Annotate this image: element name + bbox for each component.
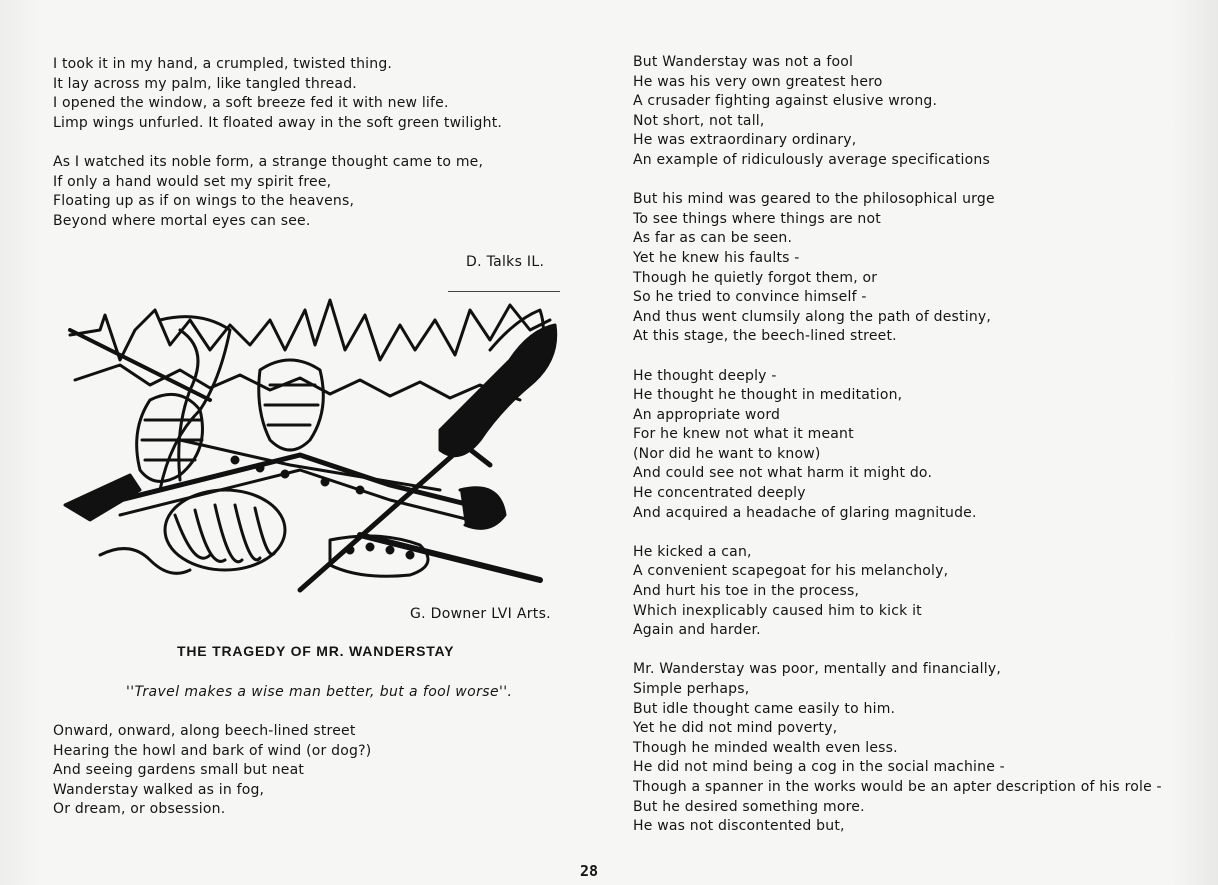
poem-line: An example of ridiculously average specifications xyxy=(633,151,990,168)
illustration-credit: G. Downer LVI Arts. xyxy=(410,606,551,622)
poem-line: Mr. Wanderstay was poor, mentally and financially, xyxy=(633,661,1001,678)
stanza-5 xyxy=(633,660,1193,836)
stanza-4 xyxy=(633,543,1193,641)
left-poem-stanza-2 xyxy=(53,153,573,231)
poem-line: But Wanderstay was not a fool xyxy=(633,54,854,70)
poem-line: And acquired a headache of glaring magnitude. xyxy=(633,504,977,521)
poem-line: Again and harder. xyxy=(633,622,761,639)
poem-title: THE TRAGEDY OF MR. WANDERSTAY xyxy=(177,643,455,659)
poem-line: Not short, not tall, xyxy=(633,112,765,129)
wanderstay-continued xyxy=(633,53,1193,856)
stanza-3 xyxy=(633,367,1193,524)
poem-line: Yet he knew his faults - xyxy=(633,249,800,266)
poem-line: So he tried to convince himself - xyxy=(633,289,867,306)
poem-line: Beyond where mortal eyes can see. xyxy=(53,212,311,229)
poem-line: Onward, onward, along beech-lined street xyxy=(53,723,356,739)
poem-line: Or dream, or obsession. xyxy=(53,801,226,818)
poem-line: If only a hand would set my spirit free, xyxy=(53,173,332,190)
poem-line: I opened the window, a soft breeze fed it with new life. xyxy=(53,95,449,112)
poem-line: For he knew not what it meant xyxy=(633,426,854,443)
poem-line: Hearing the howl and bark of wind (or dog?) xyxy=(53,742,372,759)
poem-line: It lay across my palm, like tangled thread. xyxy=(53,75,357,92)
poem-line: He was extraordinary ordinary, xyxy=(633,132,857,149)
poem-line: But idle thought came easily to him. xyxy=(633,700,896,717)
poem-line: He thought he thought in meditation, xyxy=(633,387,903,404)
epigraph: ''Travel makes a wise man better, but a fool worse''. xyxy=(126,684,513,700)
poem-line: An appropriate word xyxy=(633,406,781,423)
poem-line: To see things where things are not xyxy=(633,210,881,227)
left-poem xyxy=(53,55,573,251)
poem-line: And thus went clumsily along the path of destiny, xyxy=(633,308,992,325)
knight-illustration xyxy=(60,290,565,600)
stanza-1 xyxy=(633,53,1193,171)
poem-line: (Nor did he want to know) xyxy=(633,445,821,462)
poem-line: A convenient scapegoat for his melancholy, xyxy=(633,563,949,580)
poem-author: D. Talks IL. xyxy=(466,254,545,270)
poem-line: And hurt his toe in the process, xyxy=(633,583,860,600)
poem-line: Though he minded wealth even less. xyxy=(633,739,898,756)
poem-line: And could see not what harm it might do. xyxy=(633,465,933,482)
poem-line: He did not mind being a cog in the social machine - xyxy=(633,759,1005,776)
poem-line: He kicked a can, xyxy=(633,543,752,560)
stanza-2 xyxy=(633,190,1193,347)
poem-line: He concentrated deeply xyxy=(633,485,806,502)
poem-line: A crusader fighting against elusive wrong. xyxy=(633,93,938,110)
poem-line: Though he quietly forgot them, or xyxy=(633,269,878,286)
poem-line: He was his very own greatest hero xyxy=(633,73,883,90)
poem-line: Wanderstay walked as in fog, xyxy=(53,781,265,798)
left-poem-stanza-1 xyxy=(53,55,573,133)
poem-line: As far as can be seen. xyxy=(633,230,793,247)
page-number: 28 xyxy=(580,862,599,880)
poem-line: Floating up as if on wings to the heavens, xyxy=(53,193,355,210)
poem-line: Which inexplicably caused him to kick it xyxy=(633,602,922,619)
poem-line: He thought deeply - xyxy=(633,367,777,384)
poem-line: But he desired something more. xyxy=(633,798,865,815)
poem-line: Limp wings unfurled. It floated away in the soft green twilight. xyxy=(53,114,503,131)
poem-line: Simple perhaps, xyxy=(633,681,750,697)
poem-line: Yet he did not mind poverty, xyxy=(633,720,838,737)
poem-line: But his mind was geared to the philosophical urge xyxy=(633,191,995,208)
poem-line: He was not discontented but, xyxy=(633,818,845,835)
poem-line: And seeing gardens small but neat xyxy=(53,762,305,779)
poem-line: As I watched its noble form, a strange thought came to me, xyxy=(53,153,484,170)
wanderstay-opening-stanza xyxy=(53,722,371,820)
poem-line: Though a spanner in the works would be an apter description of his role - xyxy=(633,778,1162,795)
poem-line: At this stage, the beech-lined street. xyxy=(633,328,897,345)
poem-line: I took it in my hand, a crumpled, twisted thing. xyxy=(53,56,393,72)
